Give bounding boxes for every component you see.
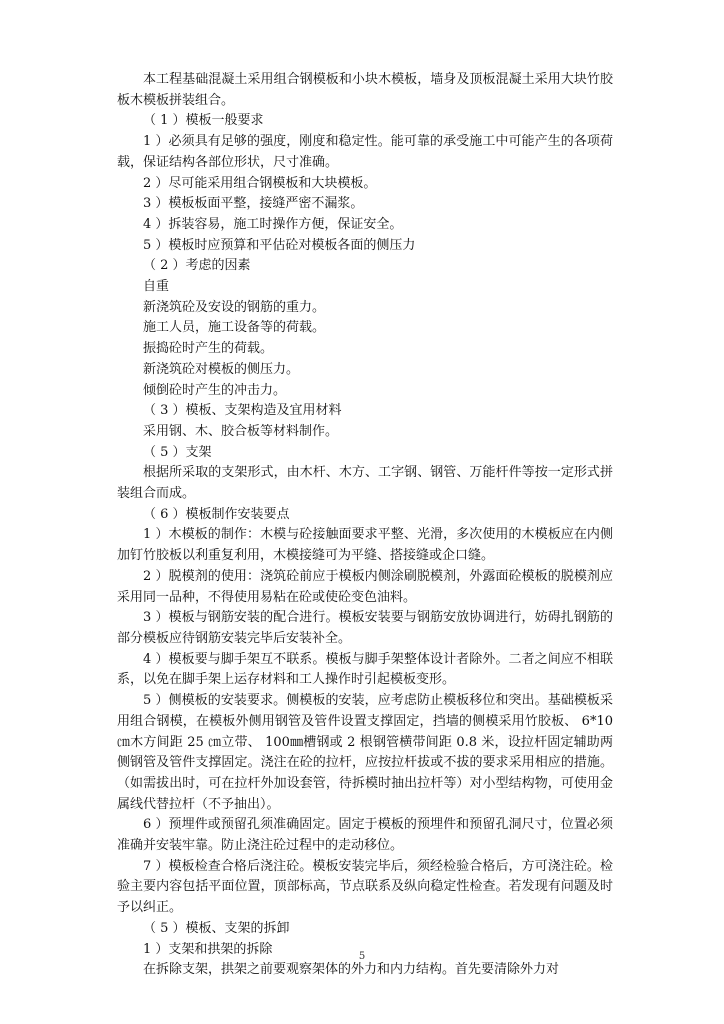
paragraph: 振捣砼时产生的荷载。 bbox=[143, 341, 274, 357]
paragraph: 在拆除支架，拱架之前要观察架体的外力和内力结构。首先要清除外力对 bbox=[143, 962, 560, 978]
paragraph: 2 ）尽可能采用组合钢模板和大块模板。 bbox=[143, 175, 377, 191]
paragraph: 4 ）模板要与脚手架互不联系。模板与脚手架整体设计者除外。二者之间应不相联系，以免在脚手架上运存材料和工人操作时引起模板变形。 bbox=[117, 651, 613, 688]
section-heading: （ 1 ）模板一般要求 bbox=[143, 113, 264, 129]
page-number: 5 bbox=[358, 951, 366, 962]
paragraph: 5 ）侧模板的安装要求。侧模板的安装，应考虑防止模板移位和突出。基础模板采用组合钢模，在模板外侧用钢管及管件设置支撑固定，挡墙的侧模采用竹胶板、 6*10 ㎝木方间距 25 ㎝立带、 100㎜槽钢或 2 根钢管横带间距 0.8 米，设拉杆固定辅助两侧钢管及管件支撑固定。浇注在砼的拉杆，应按拉杆拔或不拔的要求采用相应的措施。（如需拔出时，可在拉杆外加设套管，待拆模时抽出拉杆等）对小型结构物，可使用金属线代替拉杆（不予抽出）。 bbox=[117, 693, 613, 812]
section-heading: （ 5 ）模板、支架的拆卸 bbox=[143, 920, 290, 936]
paragraph: 1 ）必须具有足够的强度，刚度和稳定性。能可靠的承受施工中可能产生的各项荷载，保证结构各部位形状，尺寸准确。 bbox=[117, 134, 613, 170]
paragraph: 倾倒砼时产生的冲击力。 bbox=[143, 382, 287, 398]
section-heading: （ 6 ）模板制作安装要点 bbox=[143, 506, 290, 522]
section-heading: （ 2 ）考虑的因素 bbox=[143, 258, 251, 274]
paragraph: 新浇筑砼及安设的钢筋的重力。 bbox=[143, 299, 326, 315]
paragraph: 本工程基础混凝土采用组合钢模板和小块木模板，墙身及顶板混凝土采用大块竹胶板木模板拼装组合。 bbox=[117, 72, 613, 108]
paragraph: 6 ）预埋件或预留孔须准确固定。固定于模板的预埋件和预留孔洞尺寸，位置必须准确并安装牢靠。防止浇注砼过程中的走动移位。 bbox=[117, 817, 613, 854]
paragraph: 1 ）木模板的制作：木模与砼接触面要求平整、光滑，多次使用的木模板应在内侧加钉竹胶板以利重复利用，木模接缝可为平缝、搭接缝或企口缝。 bbox=[117, 527, 613, 564]
paragraph: 1 ）支架和拱架的拆除 bbox=[143, 941, 273, 957]
paragraph: 3 ）模板与钢筋安装的配合进行。模板安装要与钢筋安放协调进行，妨碍扎钢筋的部分模板应待钢筋安装完毕后安装补全。 bbox=[117, 610, 613, 646]
paragraph: 自重 bbox=[143, 279, 170, 295]
section-heading: （ 3 ）模板、支架构造及宜用材料 bbox=[143, 403, 342, 419]
paragraph: 3 ）模板板面平整，接缝严密不漏浆。 bbox=[143, 196, 364, 212]
paragraph: 新浇筑砼对模板的侧压力。 bbox=[143, 361, 300, 377]
paragraph: 4 ）拆装容易，施工时操作方便，保证安全。 bbox=[143, 216, 403, 232]
paragraph: 7 ）模板检查合格后浇注砼。模板安装完毕后，须经检验合格后，方可浇注砼。检验主要内容包括平面位置，顶部标高，节点联系及纵向稳定性检查。若发现有问题及时予以纠正。 bbox=[117, 858, 613, 916]
section-heading: （ 5 ）支架 bbox=[143, 444, 212, 460]
paragraph: 采用钢、木、胶合板等材料制作。 bbox=[143, 423, 339, 439]
paragraph: 2 ）脱模剂的使用：浇筑砼前应于模板内侧涂刷脱模剂，外露面砼模板的脱模剂应采用同一品种，不得使用易粘在砼或使砼变色油料。 bbox=[117, 568, 613, 605]
paragraph: 5 ）模板时应预算和平估砼对模板各面的侧压力 bbox=[143, 237, 416, 253]
paragraph: 施工人员，施工设备等的荷载。 bbox=[143, 320, 326, 336]
paragraph: 根据所采取的支架形式，由木杆、木方、工字钢、钢管、万能杆件等按一定形式拼装组合而成。 bbox=[117, 465, 613, 502]
document-body bbox=[117, 70, 613, 981]
